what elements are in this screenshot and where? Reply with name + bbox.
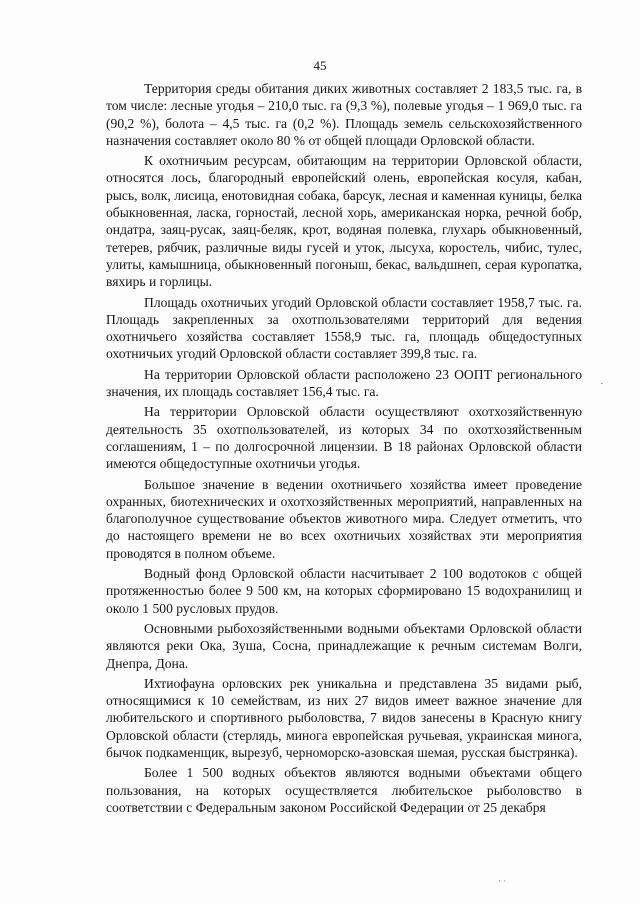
document-body: [106, 80, 582, 819]
paragraph-hunting-measures: Большое значение в ведении охотничьего хозяйства имеет проведение охранных, биотехнических и охотхозяйственных мероприятий, направленных на благополучное существование объектов животного мира. Следует отметить, что до настоящего времени не во всех охотничьих хозяйствах эти мероприятия проводятся в полном объеме.: [106, 476, 582, 561]
paragraph-hunting-grounds-area: Площадь охотничьих угодий Орловской области составляет 1958,7 тыс. га. Площадь закрепленных за охотпользователями территорий для ведения охотничьего хозяйства составляет 1558,9 тыс. га, площадь общедоступных охотничьих угодий Орловской области составляет 399,8 тыс. га.: [106, 294, 582, 362]
paragraph-hunting-resources: К охотничьим ресурсам, обитающим на территории Орловской области, относятся лось, благородный европейский олень, европейская косуля, кабан, рысь, волк, лисица, енотовидная собака, барсук, лесная и каменная куницы, белка обыкновенная, ласка, горностай, лесной хорь, американская норка, речной бобр, ондатра, заяц-русак, заяц-беляк, крот, водяная полевка, глухарь обыкновенный, тетерев, рябчик, различные виды гусей и уток, лысуха, коростель, чибис, тулес, улиты, камышница, обыкновенный погоныш, бекас, вальдшнеп, серая куропатка, вяхирь и горлицы.: [106, 153, 582, 290]
paragraph-fishery-waters: Основными рыбохозяйственными водными объектами Орловской области являются реки Ока, Зуша, Сосна, принадлежащие к речным системам Волги, Днепра, Дона.: [106, 620, 582, 671]
paragraph-hunting-users: На территории Орловской области осуществляют охотхозяйственную деятельность 35 охотпользователей, из которых 34 по охотхозяйственным соглашениям, 1 – по долгосрочной лицензии. В 18 районах Орловской области имеются общедоступные охотничьи угодья.: [106, 404, 582, 472]
page-number: 45: [313, 58, 327, 73]
paragraph-protected-areas: На территории Орловской области расположено 23 ООПТ регионального значения, их площадь составляет 156,4 тыс. га.: [106, 366, 582, 400]
scan-mark: ·: [600, 378, 604, 390]
paragraph-ichthyofauna: Ихтиофауна орловских рек уникальна и представлена 35 видами рыб, относящимися к 10 семействам, из них 27 видов имеет важное значение для любительского и спортивного рыболовства, 7 видов занесены в Красную книгу Орловской области (стерлядь, минога европейская ручьевая, украинская минога, бычок подкаменщик, вырезуб, черноморско-азовская шемая, русская быстрянка).: [106, 675, 582, 760]
scan-mark: · ·: [498, 876, 507, 886]
paragraph-water-fund: Водный фонд Орловской области насчитывает 2 100 водотоков с общей протяженностью более 9 500 км, на которых сформировано 15 водохранилищ и около 1 500 русловых прудов.: [106, 566, 582, 616]
paragraph-habitat-area: Территория среды обитания диких животных составляет 2 183,5 тыс. га, в том числе: лесные угодья – 210,0 тыс. га (9,3 %), полевые угодья – 1 969,0 тыс. га (90,2 %), болота – 4,5 тыс. га (0,2 %). Площадь земель сельскохозяйственного назначения составляет около 80 % от общей площади Орловской области.: [106, 81, 582, 148]
paragraph-public-water-objects: Более 1 500 водных объектов являются водными объектами общего пользования, на которых осуществляется любительское рыболовство в соответствии с Федеральным законом Российской Федерации от 25 декабря: [106, 765, 582, 815]
